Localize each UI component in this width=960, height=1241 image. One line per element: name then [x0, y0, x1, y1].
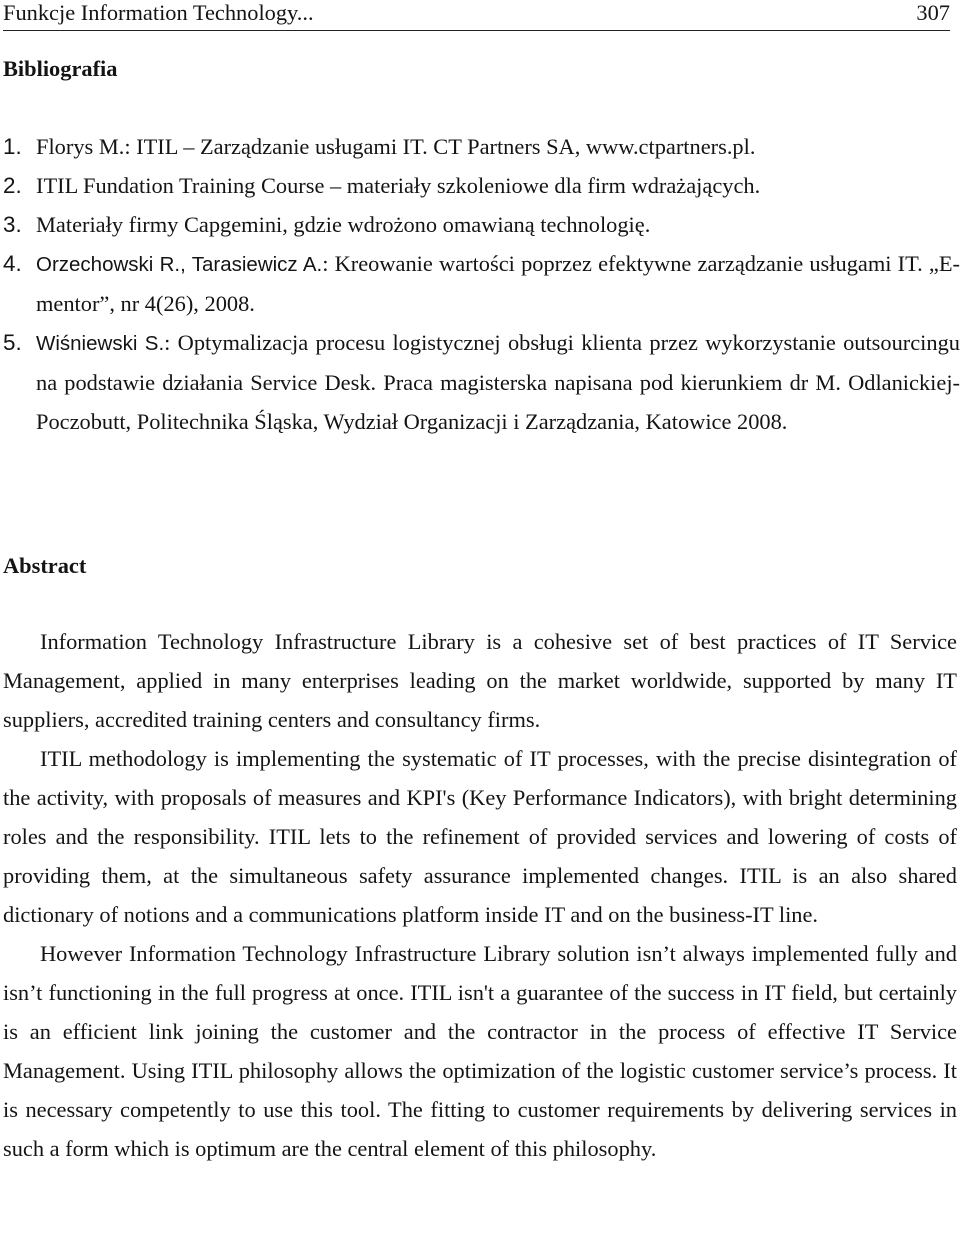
- bibliography-item-text: Materiały firmy Capgemini, gdzie wdrożono omawianą technologię.: [36, 212, 651, 237]
- abstract-body: [3, 622, 957, 1168]
- bibliography-heading: Bibliografia: [3, 56, 118, 81]
- abstract-paragraph: Information Technology Infrastructure Library is a cohesive set of best practices of IT Service Management, applied in many enterprises leading on the market worldwide, supported by many IT suppliers, accredited training centers and consultancy firms.: [3, 629, 957, 732]
- bibliography-item-rest: : Kreowanie wartości poprzez efektywne zarządzanie usługami IT. „E-mentor”, nr 4(26), 2008.: [36, 251, 960, 316]
- bibliography-item-author: Orzechowski R., Tarasiewicz A.: [36, 253, 323, 276]
- running-header: [3, 0, 950, 31]
- bibliography-item-number: 5.: [3, 330, 22, 355]
- bibliography-item-number: 2.: [3, 173, 22, 198]
- bibliography-item: [0, 166, 960, 205]
- abstract-paragraph: However Information Technology Infrastructure Library solution isn’t always implemented fully and isn’t functioning in the full progress at once. ITIL isn't a guarantee of the success in IT field, but certainly is an efficient link joining the customer and the contractor in the process of effective IT Service Management. Using ITIL philosophy allows the optimization of the logistic customer service’s process. It is necessary competently to use this tool. The fitting to customer requirements by delivering services in such a form which is optimum are the central element of this philosophy.: [3, 941, 957, 1161]
- bibliography-item-number: 4.: [3, 251, 22, 276]
- bibliography-item: [0, 127, 960, 166]
- bibliography-item: [0, 323, 960, 441]
- bibliography-item-text: [36, 323, 960, 441]
- running-title: Funkcje Information Technology...: [3, 0, 314, 25]
- bibliography-list: [0, 127, 960, 441]
- bibliography-item-text: [36, 244, 960, 323]
- bibliography-item-author: Wiśniewski S.: [36, 332, 165, 355]
- abstract-heading: Abstract: [3, 553, 87, 578]
- page-number: 307: [916, 0, 950, 25]
- abstract-paragraph: ITIL methodology is implementing the systematic of IT processes, with the precise disintegration of the activity, with proposals of measures and KPI's (Key Performance Indicators), with bright determining roles and the responsibility. ITIL lets to the refinement of provided services and lowering of costs of providing them, at the simultaneous safety assurance implemented changes. ITIL is an also shared dictionary of notions and a communications platform inside IT and on the business-IT line.: [3, 746, 957, 927]
- bibliography-item-text: ITIL Fundation Training Course – materiały szkoleniowe dla firm wdrażających.: [36, 173, 761, 198]
- bibliography-item-number: 1.: [3, 134, 22, 159]
- bibliography-item: [0, 244, 960, 323]
- bibliography-item-rest: : Optymalizacja procesu logistycznej obsługi klienta przez wykorzystanie outsourcingu na podstawie działania Service Desk. Praca magisterska napisana pod kierunkiem dr M. Odlanickiej-Poczobutt, Politechnika Śląska, Wydział Organizacji i Zarządzania, Katowice 2008.: [36, 330, 960, 434]
- bibliography-item-number: 3.: [3, 212, 22, 237]
- bibliography-item: [0, 205, 960, 244]
- bibliography-item-text: Florys M.: ITIL – Zarządzanie usługami IT. CT Partners SA, www.ctpartners.pl.: [36, 134, 756, 159]
